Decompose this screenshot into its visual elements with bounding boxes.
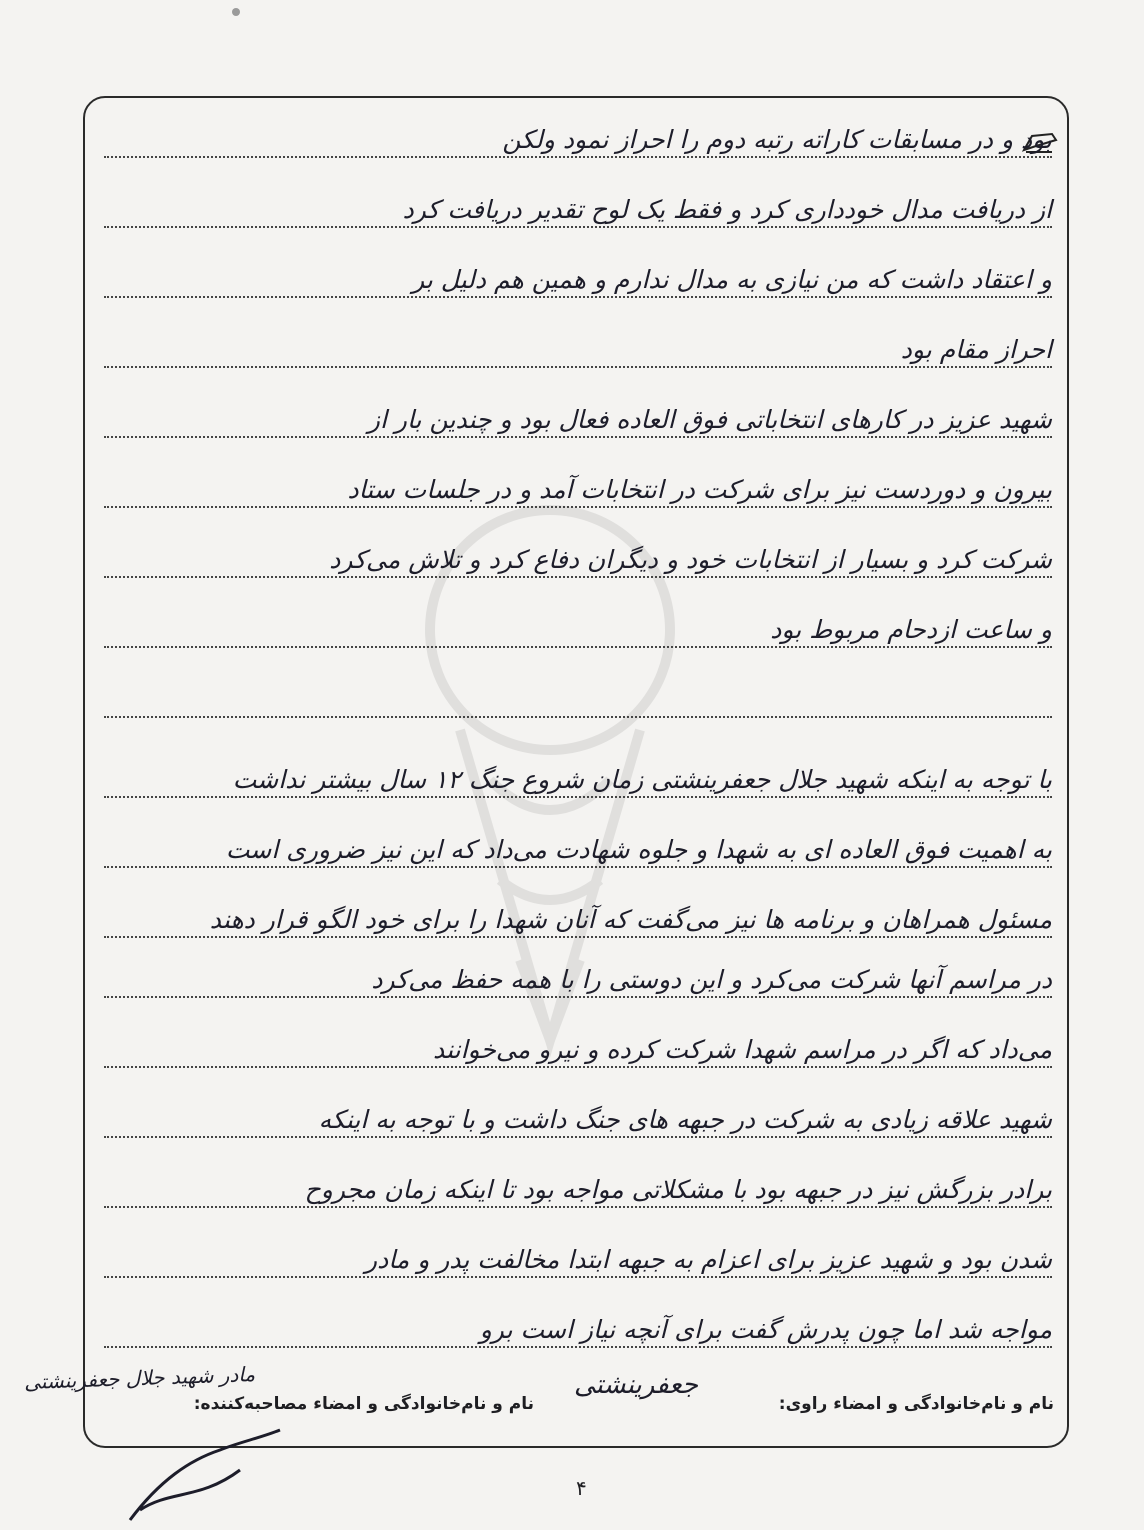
handwritten-line-17: شدن بود و شهید عزیز برای اعزام به جبهه ابتدا مخالفت پدر و مادر <box>104 1216 1052 1278</box>
handwritten-line-4: احراز مقام بود <box>104 306 1052 368</box>
narrator-signature-name: مادر شهید جلال جعفرینشتی <box>23 1361 256 1395</box>
narrator-signature-scribble <box>120 1420 290 1530</box>
handwritten-line-8: و ساعت ازدحام مربوط بود <box>104 586 1052 648</box>
handwritten-line-16: برادر بزرگش نیز در جبهه بود با مشکلاتی مواجه بود تا اینکه زمان مجروح <box>104 1146 1052 1208</box>
page-number: ۴ <box>576 1476 587 1500</box>
handwritten-line-12: مسئول همراهان و برنامه ها نیز می‌گفت که آنان شهدا را برای خود الگو قرار دهند <box>104 876 1052 938</box>
handwritten-line-10: با توجه به اینکه شهید جلال جعفرینشتی زمان شروع جنگ ۱۲ سال بیشتر نداشت <box>104 736 1052 798</box>
handwritten-line-9 <box>104 656 1052 718</box>
handwritten-line-14: می‌داد که اگر در مراسم شهدا شرکت کرده و نیرو می‌خوانند <box>104 1006 1052 1068</box>
handwritten-line-6: بیرون و دوردست نیز برای شرکت در انتخابات آمد و در جلسات ستاد <box>104 446 1052 508</box>
narrator-signature-label: نام و نام‌خانوادگی و امضاء راوی: <box>778 1394 1054 1414</box>
handwritten-line-11: به اهمیت فوق العاده ای به شهدا و جلوه شهادت می‌داد که این نیز ضروری است <box>104 806 1052 868</box>
handwritten-line-7: شرکت کرد و بسیار از انتخابات خود و دیگران دفاع کرد و تلاش می‌کرد <box>104 516 1052 578</box>
interviewer-signature-label: نام و نام‌خانوادگی و امضاء مصاحبه‌کننده: <box>193 1394 534 1414</box>
handwritten-line-18: مواجه شد اما چون پدرش گفت برای آنچه نیاز است برو <box>104 1286 1052 1348</box>
handwritten-line-1: بود و در مسابقات کاراته رتبه دوم را احراز نمود ولکن <box>104 96 1052 158</box>
handwritten-line-13: در مراسم آنها شرکت می‌کرد و این دوستی را با همه حفظ می‌کرد <box>104 936 1052 998</box>
interviewer-signature: جعفرینشتی <box>574 1370 698 1400</box>
handwritten-line-3: و اعتقاد داشت که من نیازی به مدال ندارم و همین هم دلیل بر <box>104 236 1052 298</box>
handwritten-line-5: شهید عزیز در کارهای انتخاباتی فوق العاده فعال بود و چندین بار از <box>104 376 1052 438</box>
handwritten-line-15: شهید علاقه زیادی به شرکت در جبهه های جنگ داشت و با توجه به اینکه <box>104 1076 1052 1138</box>
paper-speck <box>232 8 240 16</box>
handwritten-line-2: از دریافت مدال خودداری کرد و فقط یک لوح تقدیر دریافت کرد <box>104 166 1052 228</box>
